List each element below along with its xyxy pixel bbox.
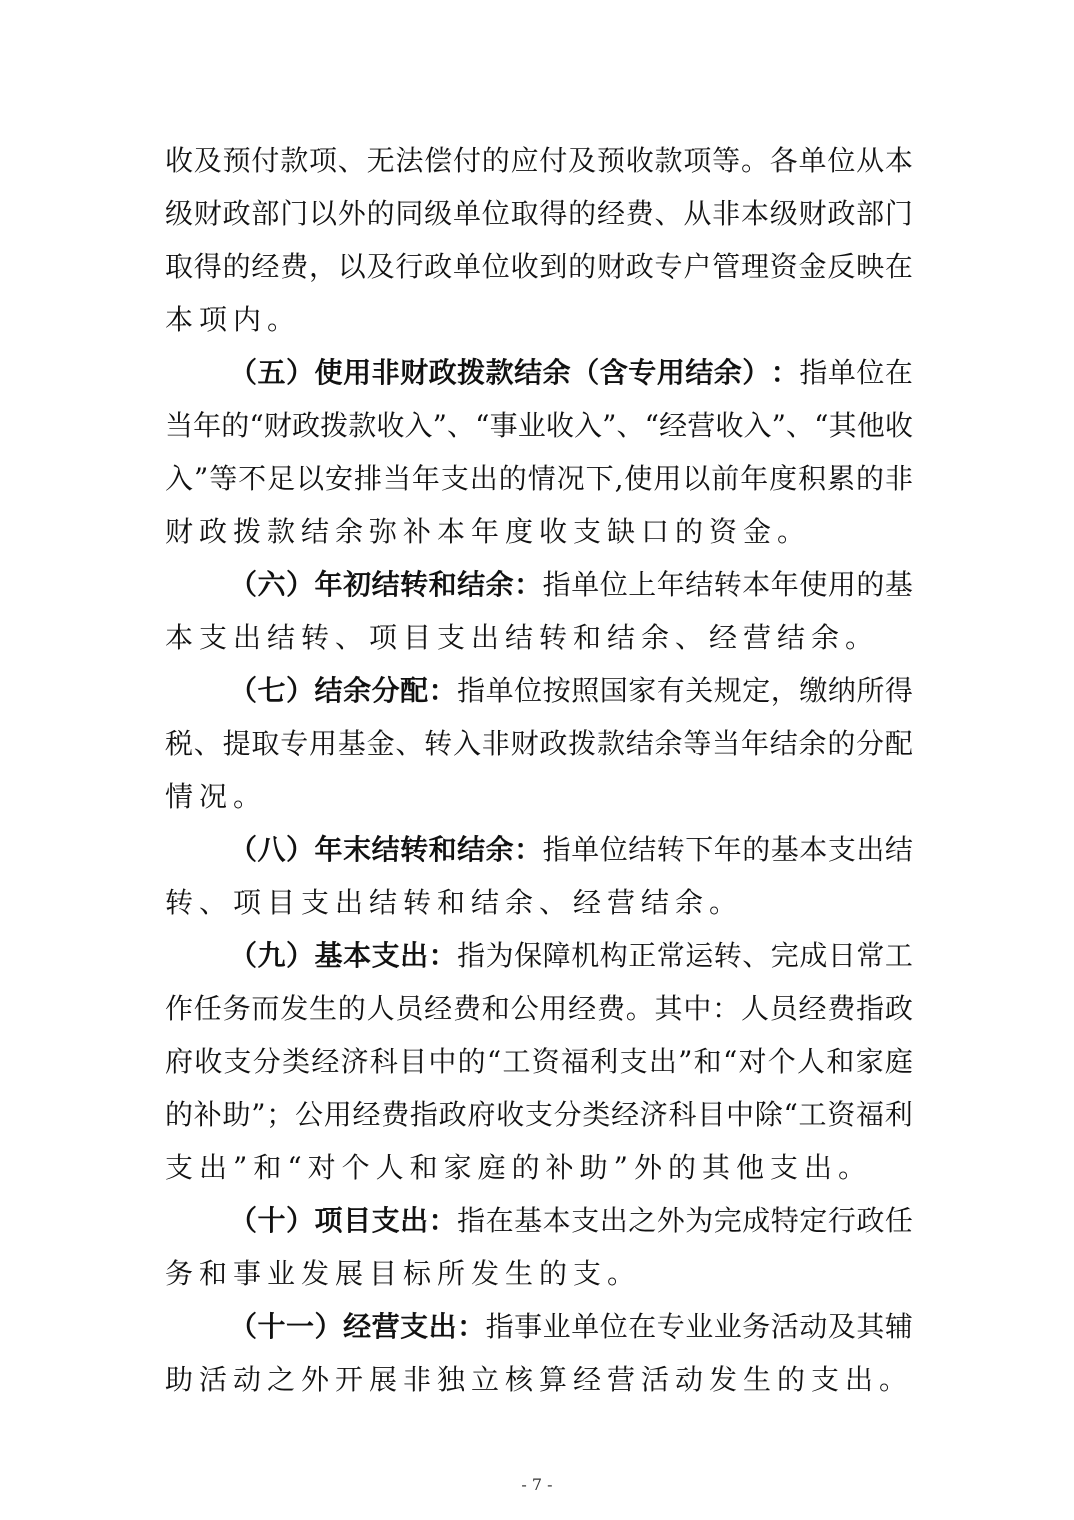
- text-line: 助活动之外开展非独立核算经营活动发生的支出。: [165, 1363, 914, 1396]
- text-line: 当 年 的 “ 财 政 拨 款 收 入 ” 、 “ 事 业 收 入 ” 、 “ 经 营 收 入 ” 、 “ 其 他 收: [165, 409, 913, 442]
- paragraph-eight: [165, 823, 913, 929]
- text-line: 情况。: [165, 780, 268, 813]
- text-line: 转、项目支出结转和结余、经营结余。: [165, 886, 744, 919]
- document-body: [165, 134, 913, 1406]
- text-line: 财政拨款结余弥补本年度收支缺口的资金。: [165, 515, 812, 548]
- page-number: - 7 -: [521, 1475, 553, 1494]
- paragraph-seven: [165, 664, 913, 823]
- text-line: （ 七 ） 结 余 分 配 ： 指 单 位 按 照 国 家 有 关 规 定 ， 缴 纳 所 得: [229, 674, 913, 707]
- text-line: 入 ” 等 不 足 以 安 排 当 年 支 出 的 情 况 下 , 使 用 以 前 年 度 积 累 的 非: [165, 462, 913, 495]
- text-line: （ 十 ） 项 目 支 出 ： 指 在 基 本 支 出 之 外 为 完 成 特 定 行 政 任: [229, 1204, 913, 1237]
- text-line: （ 八 ） 年 末 结 转 和 结 余 ： 指 单 位 结 转 下 年 的 基 本 支 出 结: [229, 833, 913, 866]
- text-line: 本支出结转、项目支出结转和结余、经营结余。: [165, 621, 880, 654]
- paragraph-nine: [165, 929, 913, 1194]
- text-line: 收 及 预 付 款 项 、 无 法 偿 付 的 应 付 及 预 收 款 项 等 。 各 单 位 从 本: [165, 144, 913, 177]
- text-line: 务和事业发展目标所发生的支。: [165, 1257, 642, 1290]
- text-line: （ 九 ） 基 本 支 出 ： 指 为 保 障 机 构 正 常 运 转 、 完 成 日 常 工: [229, 939, 913, 972]
- paragraph-continuation: [165, 134, 913, 346]
- text-line: 府 收 支 分 类 经 济 科 目 中 的 “ 工 资 福 利 支 出 ” 和 “ 对 个 人 和 家 庭: [165, 1045, 913, 1078]
- text-line: （ 十 一 ） 经 营 支 出 ： 指 事 业 单 位 在 专 业 业 务 活 动 及 其 辅: [229, 1310, 913, 1343]
- paragraph-six: [165, 558, 913, 664]
- text-line: 级 财 政 部 门 以 外 的 同 级 单 位 取 得 的 经 费 、 从 非 本 级 财 政 部 门: [165, 197, 913, 230]
- text-line: 作 任 务 而 发 生 的 人 员 经 费 和 公 用 经 费 。 其 中 ： 人 员 经 费 指 政: [165, 992, 913, 1025]
- text-line: 税 、 提 取 专 用 基 金 、 转 入 非 财 政 拨 款 结 余 等 当 年 结 余 的 分 配: [165, 727, 913, 760]
- text-line: 支出”和“对个人和家庭的补助”外的其他支出。: [165, 1151, 872, 1184]
- paragraph-ten: [165, 1194, 913, 1300]
- text-line: 取 得 的 经 费 ， 以 及 行 政 单 位 收 到 的 财 政 专 户 管 理 资 金 反 映 在: [165, 250, 913, 283]
- text-line: （ 五 ） 使 用 非 财 政 拨 款 结 余 （ 含 专 用 结 余 ） ： 指 单 位 在: [229, 356, 913, 389]
- text-line: （ 六 ） 年 初 结 转 和 结 余 ： 指 单 位 上 年 结 转 本 年 使 用 的 基: [229, 568, 913, 601]
- paragraph-five: [165, 346, 913, 558]
- paragraph-eleven: [165, 1300, 913, 1406]
- text-line: 的 补 助 ” ； 公 用 经 费 指 政 府 收 支 分 类 经 济 科 目 中 除 “ 工 资 福 利: [165, 1098, 913, 1131]
- text-line: 本项内。: [165, 303, 302, 336]
